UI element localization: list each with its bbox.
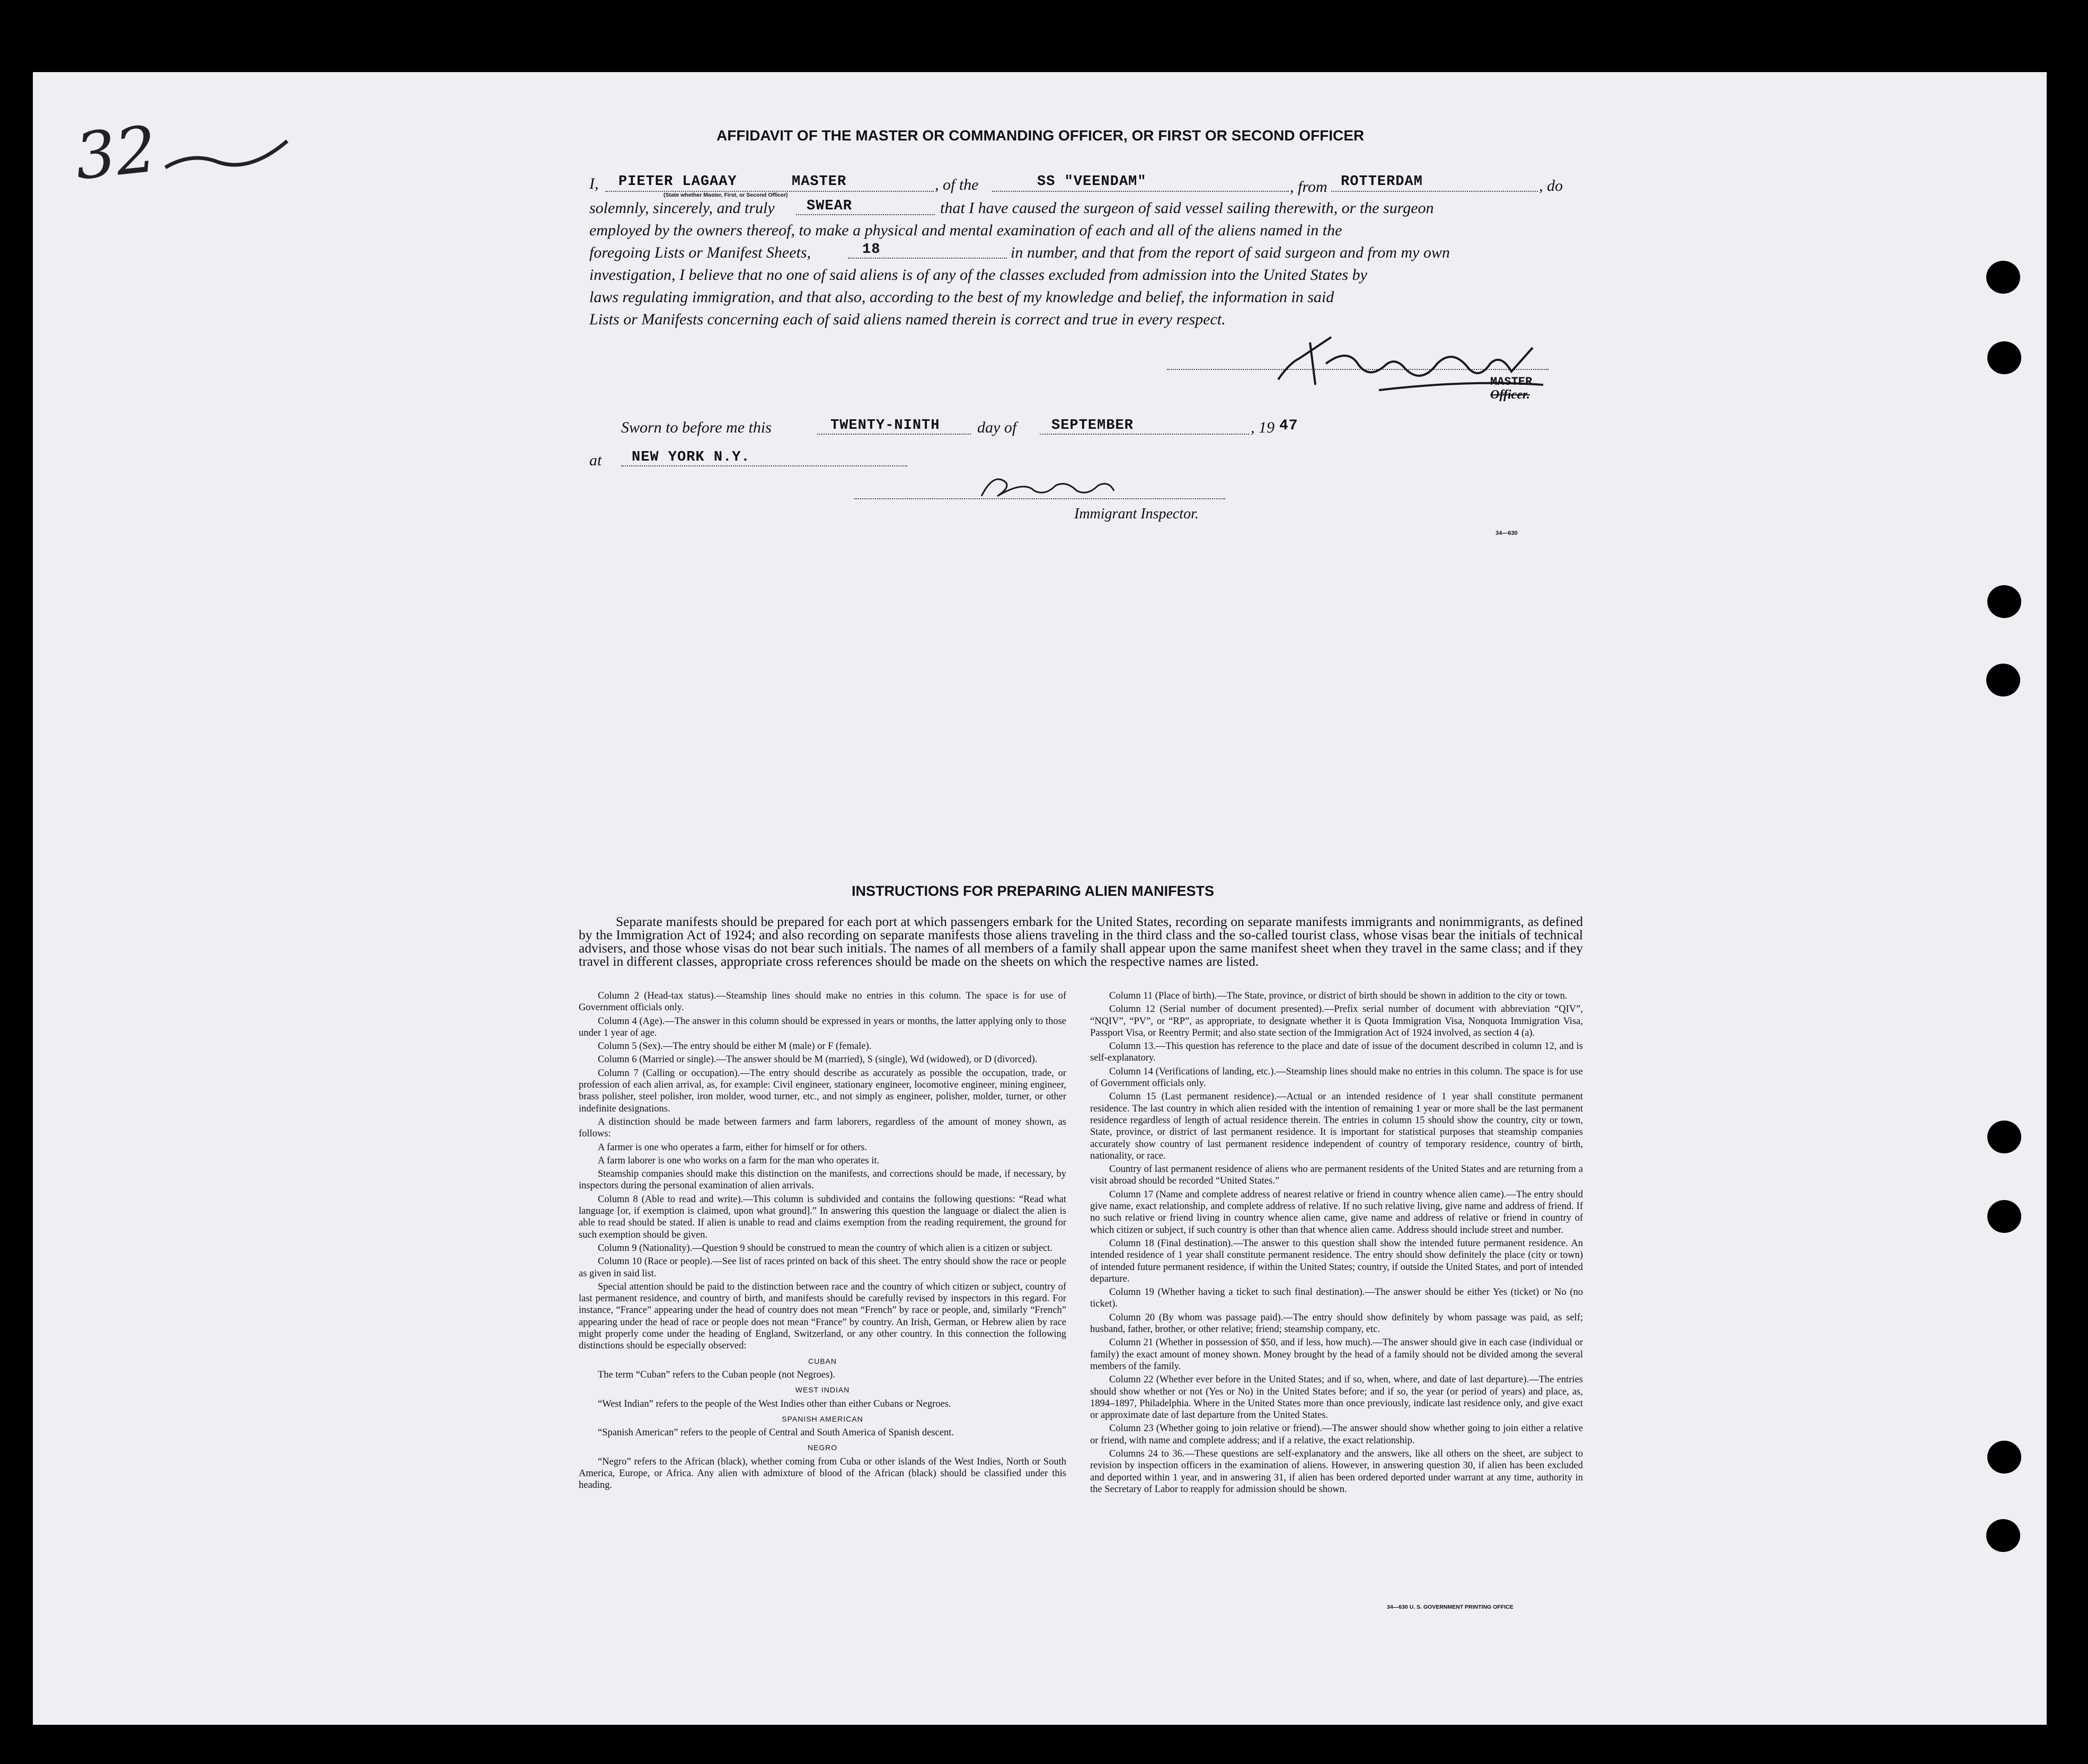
sworn-prefix: Sworn to before me this bbox=[621, 419, 772, 436]
printing-office-footer: 34—630 U. S. GOVERNMENT PRINTING OFFICE bbox=[1387, 1604, 1514, 1610]
right-paragraph: Column 12 (Serial number of document presented).—Prefix serial number of document with abbreviation “QIV”, “NQIV”, “PV”, or “RP”, as appropriate, to designate whether it is Quota Immigration Visa, Nonquota Immigration Visa, Passport Visa, or Reentry Permit; and also state section of the Immigration Act of 1924 involved, as section 4 (a). bbox=[1090, 1004, 1583, 1038]
sworn-year: 47 bbox=[1279, 418, 1298, 434]
affidavit-line-7: Lists or Manifests concerning each of said aliens named therein is correct and true in every respect. bbox=[589, 311, 1226, 328]
vessel-name: SS "VEENDAM" bbox=[1037, 174, 1147, 190]
left-paragraph: Column 7 (Calling or occupation).—The entry should describe as accurately as possible the occupation, trade, or profession of each alien arrival, as, for example: Civil engineer, stationary engineer, locomotive engineer, mining engineer, brass polisher, steel polisher, iron molder, wood turner, etc., and not simply as engineer, polisher, molder, turner, or other indefinite designations. bbox=[579, 1068, 1066, 1114]
oath-word: SWEAR bbox=[807, 198, 853, 214]
officer-rank: MASTER bbox=[792, 174, 847, 190]
right-paragraph: Column 14 (Verifications of landing, etc.).—Steamship lines should make no entries in this column. The space is for use of Government officials only. bbox=[1090, 1066, 1583, 1089]
signature-title-typed: MASTER bbox=[1490, 375, 1533, 389]
affidavit-line-5: investigation, I believe that no one of said aliens is of any of the classes excluded from admission into the United States by bbox=[589, 266, 1367, 284]
punch-hole bbox=[1987, 1441, 2021, 1474]
punch-hole bbox=[1986, 664, 2020, 696]
right-paragraph: Columns 24 to 36.—These questions are self-explanatory and the answers, like all others on the sheet, are subject to revision by inspection officers in the examination of aliens. However, in answering question 30, if alien has been excluded and deported within 1 year, and in answering 31, if alien has been ordered deported under warrant at any time, authority in the Secretary of Labor to reapply for admission should be shown. bbox=[1090, 1448, 1583, 1495]
left-paragraph: Column 10 (Race or people).—See list of races printed on back of this sheet. The entry should show the race or people as given in said list. bbox=[579, 1256, 1066, 1279]
race-heading-cuban: CUBAN bbox=[808, 1356, 837, 1365]
race-heading-west-indian: WEST INDIAN bbox=[795, 1386, 850, 1395]
right-paragraph: Country of last permanent residence of aliens who are permanent residents of the United States and are returning from a visit abroad should be recorded “United States.” bbox=[1090, 1164, 1583, 1187]
left-paragraph: Column 4 (Age).—The answer in this column should be expressed in years or months, the latter applying only to those under 1 year of age. bbox=[579, 1016, 1066, 1038]
right-paragraph: Column 21 (Whether in possession of $50, and if less, how much).—The answer should give in each case (individual or family) the exact amount of money shown. Money brought by the head of a family should not be divided among the several members of the family. bbox=[1090, 1337, 1583, 1372]
instructions-left-column bbox=[579, 990, 1066, 1493]
affidavit-line-6: laws regulating immigration, and that also, according to the best of my knowledge and belief, the information in said bbox=[589, 288, 1334, 306]
punch-hole bbox=[1986, 1519, 2020, 1552]
race-text: “Spanish American” refers to the people of Central and South America of Spanish descent. bbox=[598, 1427, 954, 1439]
left-paragraph: Column 6 (Married or single).—The answer should be M (married), S (single), Wd (widowed), or D (divorced). bbox=[598, 1054, 1038, 1065]
affidavit-title: AFFIDAVIT OF THE MASTER OR COMMANDING OFFICER, OR FIRST OR SECOND OFFICER bbox=[716, 127, 1365, 144]
punch-hole bbox=[1987, 1121, 2021, 1153]
right-paragraph: Column 17 (Name and complete address of nearest relative or friend in country whence alien came).—The entry should give name, exact relationship, and complete address of relative. If no such relative living, give name and address of friend. If no such relative or friend living in country whence alien came, give name and address of relative or friend in country of which citizen or subject, if such country is other than that whence alien came. Address should include street and number. bbox=[1090, 1189, 1583, 1236]
from-label: , from bbox=[1290, 178, 1328, 196]
instructions-title: INSTRUCTIONS FOR PREPARING ALIEN MANIFESTS bbox=[852, 883, 1215, 899]
of-the-label: , of the bbox=[935, 176, 979, 193]
left-paragraph: Column 8 (Able to read and write).—This column is subdivided and contains the following questions: “Read what language [or, if exemption is claimed, upon what ground].” In answering this question the language or dialect the alien is able to read should be stated. If alien is unable to read and claims exemption from the reading requirement, the ground for such exemption should be given. bbox=[579, 1194, 1066, 1240]
left-paragraph: A distinction should be made between farmers and farm laborers, regardless of the amount of money shown, as follows: bbox=[579, 1116, 1066, 1140]
instructions-right-column bbox=[1090, 990, 1583, 1497]
right-paragraph: Column 11 (Place of birth).—The State, province, or district of birth should be shown in addition to the city or town. bbox=[1109, 991, 1568, 1001]
affidavit-line-4-prefix: foregoing Lists or Manifest Sheets, bbox=[589, 244, 811, 261]
affidavit-line-2-rest: that I have caused the surgeon of said vessel sailing therewith, or the surgeon bbox=[940, 199, 1434, 217]
right-paragraph: Column 20 (By whom was passage paid).—The entry should show definitely by whom passage was paid, as self; husband, father, brother, or other relative; friend; steamship company, etc. bbox=[1090, 1312, 1583, 1335]
punch-hole bbox=[1987, 341, 2021, 374]
race-heading-negro: NEGRO bbox=[807, 1443, 838, 1452]
race-text: The term “Cuban” refers to the Cuban people (not Negroes). bbox=[598, 1369, 835, 1380]
punch-hole bbox=[1987, 1200, 2021, 1233]
do-label: , do bbox=[1539, 177, 1563, 195]
affidavit-line-4-rest: in number, and that from the report of said surgeon and from my own bbox=[1011, 244, 1450, 261]
right-paragraph: Column 15 (Last permanent residence).—Actual or an intended residence of 1 year shall constitute permanent residence. The last country in which alien resided with the intention of remaining 1 year or more shall be the last permanent residence regardless of length of actual residence therein. The entries in column 15 should show the country, city or town, State, province, or district of last permanent residence. It is important for statistical purposes that steamship companies accurately show country of last permanent residence independent of country of temporary residence, country of birth, nationality, or race. bbox=[1090, 1091, 1583, 1161]
sworn-day: TWENTY-NINTH bbox=[830, 418, 940, 434]
punch-hole bbox=[1987, 585, 2021, 618]
left-paragraph: Steamship companies should make this distinction on the manifests, and corrections should be made, if necessary, by inspectors during the personal examination of alien arrivals. bbox=[579, 1169, 1066, 1192]
race-text: “West Indian” refers to the people of the West Indies other than either Cubans or Negroes. bbox=[598, 1398, 951, 1409]
affidavit-line-2-prefix: solemnly, sincerely, and truly bbox=[589, 199, 775, 217]
day-of-label: day of bbox=[977, 419, 1017, 436]
inspector-signature bbox=[976, 464, 1125, 507]
affidavit-line-1: I, bbox=[589, 175, 599, 192]
left-paragraph: Special attention should be paid to the distinction between race and the country of which citizen or subject, country of last permanent residence, and country of birth, and manifests should be carefully revised by inspectors in this regard. For instance, “France” appearing under the head of country does not mean “French” by race or people, and, similarly “French” appearing under the head of race or people does not mean “France” by country. An Irish, German, or Hebrew alien by race might properly come under the heading of England, Switzerland, or any other country. In this connection the following distinctions should be especially observed: bbox=[579, 1281, 1066, 1352]
affidavit-line-3: employed by the owners thereof, to make a physical and mental examination of each and all of the aliens named in the bbox=[589, 222, 1342, 239]
handwritten-page-number: 32 bbox=[72, 112, 160, 195]
punch-hole bbox=[1986, 261, 2020, 294]
right-paragraph: Column 18 (Final destination).—The answer to this question shall show the intended future permanent residence. An intended residence of 1 year shall constitute permanent residence. The entry should show definitely the place (city or town) of intended future permanent residence, if within the United States; country, if outside the United States, and port of intended departure. bbox=[1090, 1238, 1583, 1284]
right-paragraph: Column 19 (Whether having a ticket to such final destination).—The answer should be either Yes (ticket) or No (no ticket). bbox=[1090, 1287, 1583, 1310]
departure-port: ROTTERDAM bbox=[1341, 174, 1423, 190]
sworn-place: NEW YORK N.Y. bbox=[632, 449, 750, 465]
signature-title-struck: Officer. bbox=[1490, 388, 1530, 402]
right-paragraph: Column 22 (Whether ever before in the United States; and if so, when, where, and date of last departure).—The entries should show whether or not (Yes or No) in the United States before; and if so, the year (or period of years) and place, as, 1894–1897, Philadelphia. Where in the United States more than once previously, indicate last residence only, and give exact or approximate date of last departure from the United States. bbox=[1090, 1374, 1583, 1421]
left-paragraph: Column 9 (Nationality).—Question 9 should be construed to mean the country of which alien is a citizen or subject. bbox=[598, 1242, 1053, 1254]
left-paragraph: Column 2 (Head-tax status).—Steamship lines should make no entries in this column. The space is for use of Government officials only. bbox=[579, 991, 1066, 1013]
right-paragraph: Column 13.—This question has reference to the place and date of issue of the document described in column 12, and is self-explanatory. bbox=[1090, 1041, 1583, 1064]
race-text: “Negro” refers to the African (black), whether coming from Cuba or other islands of the West Indies, North or South America, Europe, or Africa. Any alien with admixture of blood of the African (black) should be classified under this heading. bbox=[579, 1456, 1066, 1491]
inspector-label: Immigrant Inspector. bbox=[1074, 506, 1199, 522]
left-paragraph: Column 5 (Sex).—The entry should be either M (male) or F (female). bbox=[598, 1041, 872, 1052]
officer-name: PIETER LAGAAY bbox=[618, 174, 737, 190]
instructions-intro: Separate manifests should be prepared for each port at which passengers embark for the United States, recording on separate manifests immigrants and nonimmigrants, as defined by the Immigration Act of 1924; and also recording on separate manifests those aliens traveling in the third class and the so-called tourist class, whose visas bear the initials of technical advisers, and those whose visas do not bear such initials. The names of all members of a family shall appear upon the same manifest sheet when they travel in the same class; and if they travel in different classes, appropriate cross references should be made on the sheets on which the respective names are listed. bbox=[579, 914, 1583, 969]
sworn-month: SEPTEMBER bbox=[1051, 418, 1134, 434]
right-paragraph: Column 23 (Whether going to join relative or friend).—The answer should show whether going to join either a relative or friend, with name and complete address; and if a relative, the exact relationship. bbox=[1090, 1423, 1583, 1446]
race-heading-spanish-american: SPANISH AMERICAN bbox=[782, 1414, 863, 1423]
left-paragraph: A farm laborer is one who works on a farm for the man who operates it. bbox=[598, 1155, 880, 1166]
handwritten-page-number-flourish bbox=[160, 130, 298, 178]
left-paragraph: A farmer is one who operates a farm, either for himself or for others. bbox=[598, 1142, 868, 1153]
sheet-count: 18 bbox=[862, 242, 881, 258]
at-label: at bbox=[589, 452, 602, 469]
sworn-year-prefix: , 19 bbox=[1251, 419, 1275, 436]
document-page bbox=[33, 72, 2047, 1725]
rank-note: (State whether Master, First, or Second Officer) bbox=[663, 192, 788, 198]
form-number-top: 34—630 bbox=[1496, 530, 1518, 536]
